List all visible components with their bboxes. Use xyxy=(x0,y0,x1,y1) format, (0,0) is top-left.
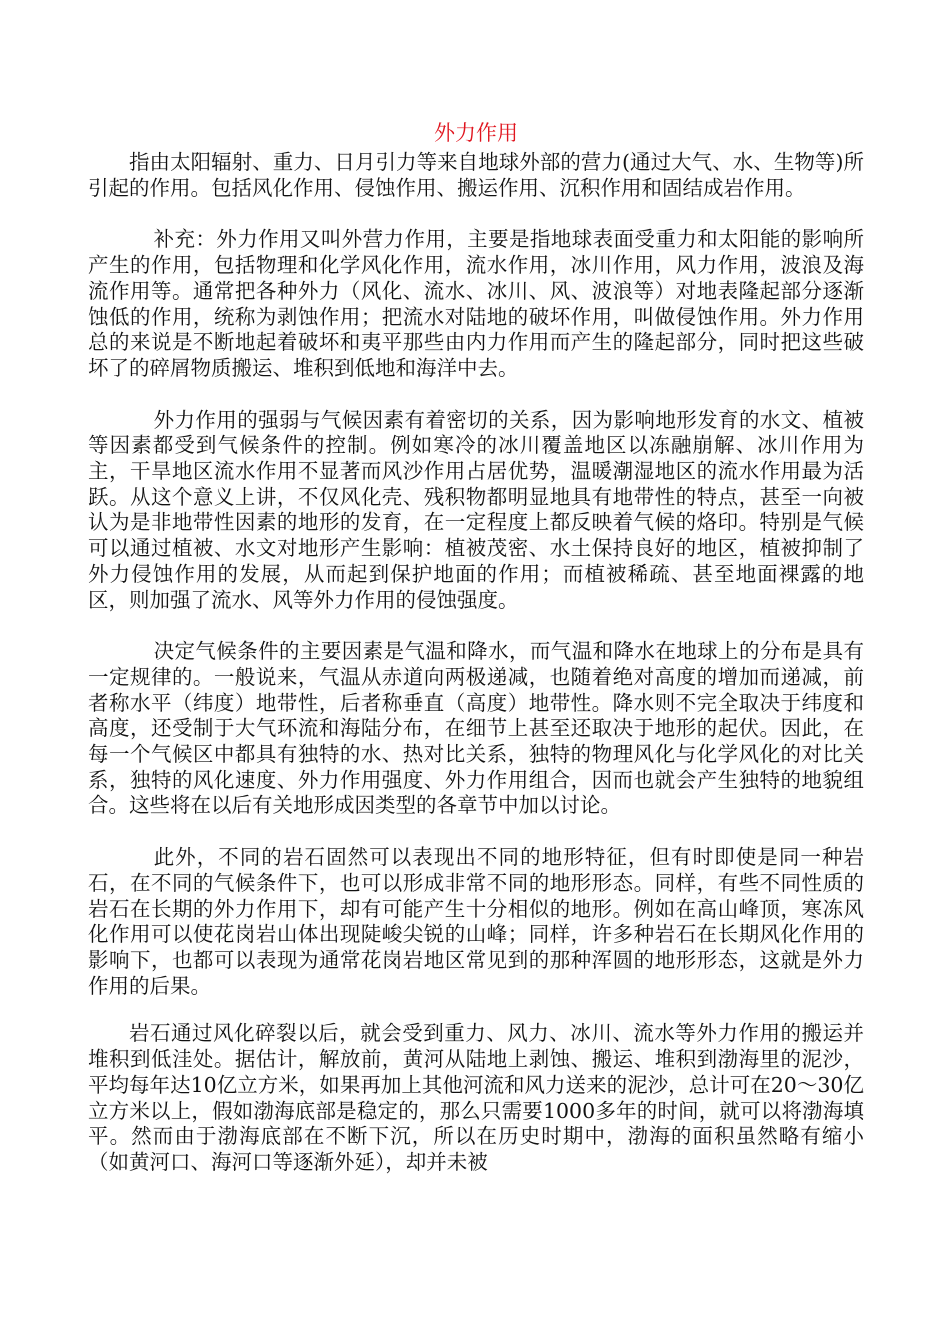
paragraph-sediment-transport: 岩石通过风化碎裂以后，就会受到重力、风力、冰川、流水等外力作用的搬运并堆积到低洼处。据估计，解放前，黄河从陆地上剥蚀、搬运、堆积到渤海里的泥沙，平均每年达10亿立方米，如果再加上其他河流和风力送来的泥沙，总计可在20～30亿立方米以上，假如渤海底部是稳定的，那么只需要1000多年的时间，就可以将渤海填平。然而由于渤海底部在不断下沉，所以在历史时期中，渤海的面积虽然略有缩小（如黄河口、海河口等逐渐外延），却并未被 xyxy=(88,1021,864,1174)
document-title: 外力作用 xyxy=(434,121,518,145)
paragraph-gap xyxy=(88,613,864,639)
paragraph-climate-factors: 决定气候条件的主要因素是气温和降水，而气温和降水在地球上的分布是具有一定规律的。一般说来，气温从赤道向两极递减，也随着绝对高度的增加而递减，前者称水平（纬度）地带性，后者称垂直（高度）地带性。降水则不完全取决于纬度和高度，还受制于大气环流和海陆分布，在细节上甚至还取决于地形的起伏。因此，在每一个气候区中都具有独特的水、热对比关系，独特的物理风化与化学风化的对比关系，独特的风化速度、外力作用强度、外力作用组合，因而也就会产生独特的地貌组合。这些将在以后有关地形成因类型的各章节中加以讨论。 xyxy=(88,639,864,818)
paragraph-supplement: 补充：外力作用又叫外营力作用，主要是指地球表面受重力和太阳能的影响所产生的作用，包括物理和化学风化作用，流水作用，冰川作用，风力作用，波浪及海流作用等。通常把各种外力（风化、流水、冰川、风、波浪等）对地表隆起部分逐渐蚀低的作用，统称为剥蚀作用；把流水对陆地的破坏作用，叫做侵蚀作用。外力作用总的来说是不断地起着破坏和夷平那些由内力作用而产生的隆起部分，同时把这些破坏了的碎屑物质搬运、堆积到低地和海洋中去。 xyxy=(88,227,864,380)
paragraph-rock-types: 此外，不同的岩石固然可以表现出不同的地形特征，但有时即使是同一种岩石，在不同的气候条件下，也可以形成非常不同的地形形态。同样，有些不同性质的岩石在长期的外力作用下，却有可能产生十分相似的地形。例如在高山峰顶，寒冻风化作用可以使花岗岩山体出现陡峻尖锐的山峰；同样，许多种岩石在长期风化作用的影响下，也都可以表现为通常花岗岩地区常见到的那种浑圆的地形形态，这就是外力作用的后果。 xyxy=(88,845,864,998)
paragraph-gap xyxy=(88,201,864,227)
document-page xyxy=(88,118,864,1176)
paragraph-gap xyxy=(88,999,864,1021)
paragraph-definition: 指由太阳辐射、重力、日月引力等来自地球外部的营力(通过大气、水、生物等)所引起的作用。包括风化作用、侵蚀作用、搬运作用、沉积作用和固结成岩作用。 xyxy=(88,150,864,200)
paragraph-gap xyxy=(88,819,864,845)
paragraph-gap xyxy=(88,382,864,408)
paragraph-climate-relation: 外力作用的强弱与气候因素有着密切的关系，因为影响地形发育的水文、植被等因素都受到气候条件的控制。例如寒冷的冰川覆盖地区以冻融崩解、冰川作用为主，干旱地区流水作用不显著而风沙作用占居优势，温暖潮湿地区的流水作用最为活跃。从这个意义上讲，不仅风化壳、残积物都明显地具有地带性的特点，甚至一向被认为是非地带性因素的地形的发育，在一定程度上都反映着气候的烙印。特别是气候可以通过植被、水文对地形产生影响：植被茂密、水土保持良好的地区，植被抑制了外力侵蚀作用的发展，从而起到保护地面的作用；而植被稀疏、甚至地面裸露的地区，则加强了流水、风等外力作用的侵蚀强度。 xyxy=(88,407,864,612)
